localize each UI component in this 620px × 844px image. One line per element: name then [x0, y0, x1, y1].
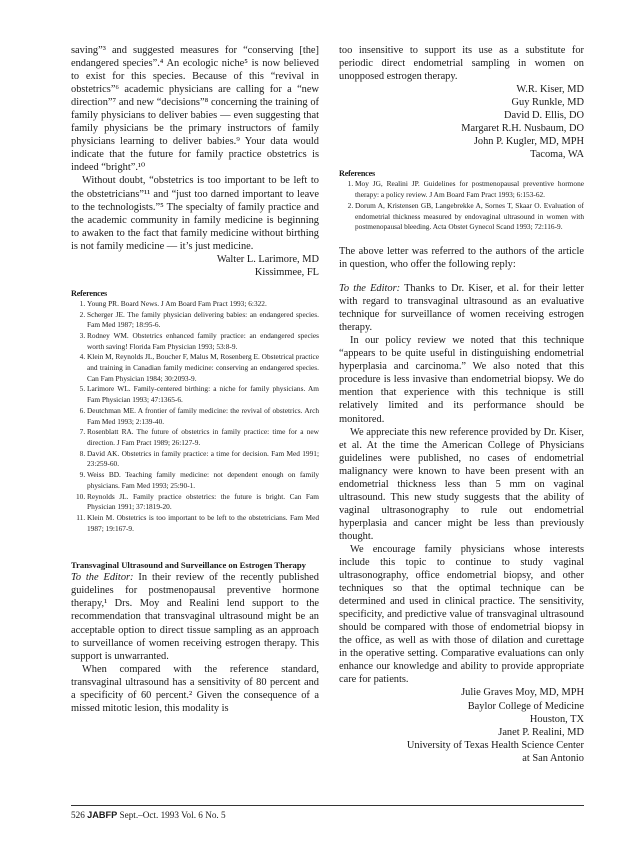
letter1-references	[71, 299, 319, 534]
letter1-signature	[71, 253, 319, 279]
reference-item: 8. David AK. Obstetrics in family practice: a time for decision. Fam Med 1991; 23:259-60.	[87, 449, 319, 470]
journal-name: JABFP	[87, 810, 118, 820]
letter2-references	[339, 179, 584, 233]
salutation: To the Editor:	[339, 283, 401, 295]
letter2-paragraph-text: In their review of the recently published guidelines for postmenopausal preventive hormone therapy,¹ Drs. Moy and Realini lend support to the recommendation that transvaginal ultrasound might be an acceptable option to direct tissue sampling as an approach to surveillance of women receiving estrogen therapy. This support is unwarranted.	[71, 572, 319, 662]
reference-item: 6. Deutchman ME. A frontier of family medicine: the revival of obstetrics. Arch Fam Med 1993; 2:139-40.	[87, 406, 319, 427]
signature-line: Kissimmee, FL	[254, 266, 319, 278]
signature-line: Baylor College of Medicine	[467, 700, 584, 712]
signature-line: at San Antonio	[522, 752, 584, 764]
reference-item: 2. Scherger JE. The family physician delivering babies: an endangered species. Fam Med 1987; 18:95-6.	[87, 310, 319, 331]
signature-line: Guy Runkle, MD	[511, 97, 584, 109]
signature-line: Walter L. Larimore, MD	[216, 253, 319, 265]
reference-item: 7. Rosenblatt RA. The future of obstetrics in family practice: time for a new direction. J Fam Pract 1989; 26:127-9.	[87, 427, 319, 448]
signature-line: Houston, TX	[529, 713, 584, 725]
letter2-paragraph: When compared with the reference standard, transvaginal ultrasound has a sensitivity of 80 percent and a specificity of 60 percent.² Given the consequence of a missed mitotic lesion, this modality is	[71, 663, 319, 714]
right-column	[339, 44, 584, 765]
reference-item: 9. Weiss BD. Teaching family medicine: not dependent enough on family physicians. Fam Med 1993; 25:90-1.	[87, 470, 319, 491]
reply-signature	[339, 686, 584, 764]
reference-item: 1. Moy JG, Realini JP. Guidelines for postmenopausal preventive hormone therapy: a policy review. J Am Board Fam Pract 1993; 6:153-62.	[355, 179, 584, 200]
reply-paragraph-text: Thanks to Dr. Kiser, et al. for their letter with regard to transvaginal ultrasound as an evaluative technique for surveillance of women receiving estrogen therapy.	[339, 283, 584, 334]
signature-line: Tacoma, WA	[530, 149, 584, 161]
signature-line: University of Texas Health Science Center	[406, 739, 584, 751]
signature-line: David D. Ellis, DO	[504, 110, 584, 122]
letter1-paragraph: Without doubt, “obstetrics is too important to be left to the obstetricians”¹¹ and “just too darned important to leave to the technologists.”⁵ The specialty of family practice and the academic community in family medicine is beginning to awaken to the fact that family medicine without birthing is not family medicine — it’s just medicine.	[71, 175, 319, 252]
signature-line: Julie Graves Moy, MD, MPH	[461, 687, 584, 699]
footer-text	[71, 810, 584, 820]
salutation: To the Editor:	[71, 572, 134, 584]
signature-line: Margaret R.H. Nusbaum, DO	[461, 123, 584, 135]
references-heading: References	[339, 169, 376, 179]
reference-item: 11. Klein M. Obstetrics is too important to be left to the obstetricians. Fam Med 1987; 19:167-9.	[87, 513, 319, 534]
reference-item: 10. Reynolds JL. Family practice obstetrics: the future is bright. Can Fam Physician 1991; 37:1819-20.	[87, 492, 319, 513]
journal-volume: Vol. 6 No. 5	[181, 810, 226, 820]
reference-item: 2. Dorum A, Kristensen GB, Langebrekke A, Sornes T, Skaar O. Evaluation of endometrial thickness measured by endovaginal ultrasound in women with postmenopausal bleeding. Acta Obstet Gynecol Scand 1993; 72:116-9.	[355, 201, 584, 233]
signature-line: W.R. Kiser, MD	[516, 84, 584, 96]
reply-paragraph: We encourage family physicians whose interests include this topic to continue to study vaginal ultrasonography, office endometrial biopsy, and other techniques so that the optimal technique can be determined and used in clinical practice. The sensitivity, specificity, and predictive value of transvaginal ultrasound should be compared with those of endometrial biopsy in the office, as well as with those of dilation and curettage in the operative setting. Comparative evaluations can only enhance our knowledge and ability to provide appropriate care for patients.	[339, 543, 584, 686]
signature-line: John P. Kugler, MD, MPH	[473, 136, 584, 148]
reply-paragraph: We appreciate this new reference provided by Dr. Kiser, et al. At the time the American College of Physicians guidelines were published, no cases of endometrial malignancy were known to have been present with an endometrial thickness less than 5 mm on vaginal ultrasound. This new study suggests that the ability of vaginal ultrasonography to rule out endometrial hyperplasia and cancer might be less than previously thought.	[339, 426, 584, 542]
letter1-paragraph: saving”³ and suggested measures for “conserving [the] endangered species”.⁴ An ecologic niche⁵ is now believed to exist for this species. Because of this “revival in obstetrics”⁶ academic physicians are calling for a “new direction”⁷ and new “decisions”⁸ concerning the training of family physicians to deliver babies — even suggesting that family physicians be the primary instructors of family physicians learning to deliver babies.⁹ Your data would indicate that the future for family practice obstetrics is indeed “bright”.¹⁰	[71, 45, 319, 174]
referral-note: The above letter was referred to the authors of the article in question, who offer the following reply:	[339, 245, 584, 270]
signature-line: Janet P. Realini, MD	[498, 726, 584, 738]
reply-paragraph	[339, 282, 584, 334]
reply-paragraph: In our policy review we noted that this technique “appears to be quite useful in distinguishing endometrial hyperplasia and carcinoma.” We also noted that this procedure is less invasive than endometrial biopsy. We do mention that experience with this technique is still relatively limited and its performance should be monitored.	[339, 335, 584, 425]
reference-item: 3. Rodney WM. Obstetrics enhanced family practice: an endangered species worth saving! Florida Fam Physician 1993; 53:8-9.	[87, 331, 319, 352]
letter2-title: Transvaginal Ultrasound and Surveillance on Estrogen Therapy	[71, 560, 306, 571]
journal-issue: Sept.–Oct. 1993	[119, 810, 179, 820]
reference-item: 5. Larimore WL. Family-centered birthing: a niche for family physicians. Am Fam Physician 1993; 47:1365-6.	[87, 384, 319, 405]
left-column	[71, 44, 319, 715]
page-number: 526	[71, 810, 85, 820]
letter2-paragraph	[71, 571, 319, 662]
references-heading: References	[71, 288, 108, 298]
letter2-paragraph-continued: too insensitive to support its use as a substitute for periodic direct endometrial sampling in women on unopposed estrogen therapy.	[339, 45, 584, 83]
letter2-signature	[339, 83, 584, 161]
reference-item: 1. Young PR. Board News. J Am Board Fam Pract 1993; 6:322.	[87, 299, 319, 310]
footer-rule	[71, 805, 584, 806]
page-footer	[71, 805, 584, 820]
reference-item: 4. Klein M, Reynolds JL, Boucher F, Malus M, Rosenberg E. Obstetrical practice and training in Canadian family medicine: conserving an endangered species. Can Fam Physician 1984; 30:2093-9.	[87, 352, 319, 384]
